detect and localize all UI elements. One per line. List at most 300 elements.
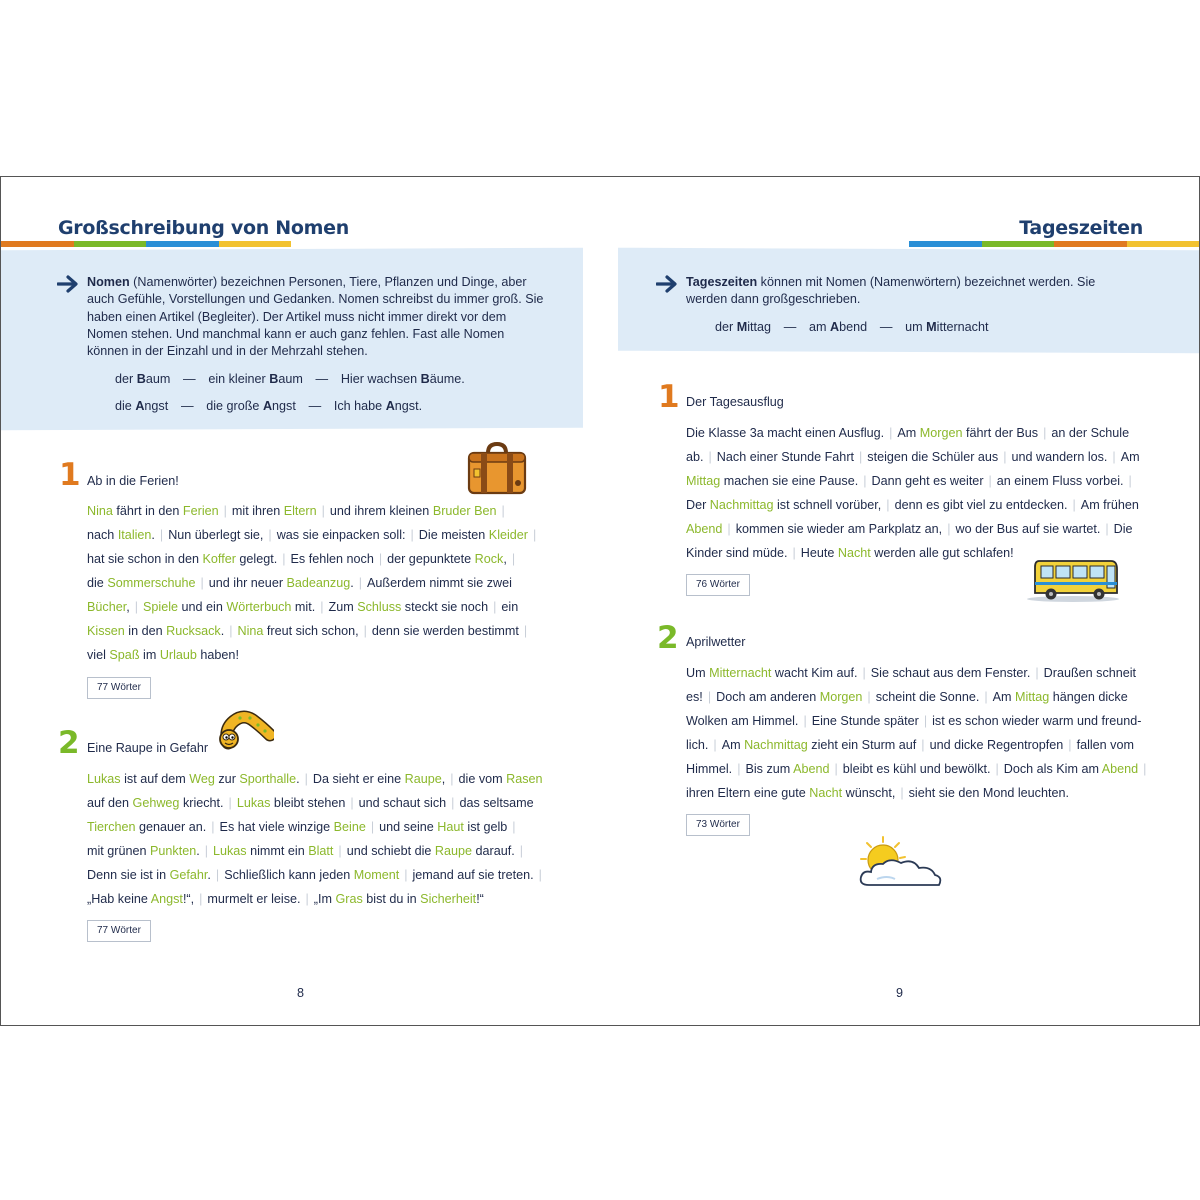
example-capital-letter: A	[385, 399, 395, 413]
example-text: die große	[206, 399, 263, 413]
text-segment: bleibt es kühl und bewölkt.	[842, 762, 991, 776]
text-segment: ,	[441, 772, 446, 786]
text-line	[87, 523, 541, 547]
text-segment: ist auf dem	[120, 772, 190, 786]
text-segment: Die	[1113, 522, 1133, 536]
example-capital-letter: B	[136, 372, 146, 386]
text-segment: Denn sie ist in	[87, 868, 170, 882]
color-stripe	[1, 241, 291, 247]
example-text: ein kleiner	[208, 372, 270, 386]
text-segment: Die Klasse 3a macht einen Ausflug.	[686, 426, 885, 440]
highlighted-noun: Morgen	[819, 690, 863, 704]
text-line	[87, 595, 518, 619]
phrase-separator: |	[1043, 426, 1047, 440]
word-count-badge: 77 Wörter	[87, 920, 151, 942]
highlighted-noun: Tierchen	[87, 820, 136, 834]
page-title: Tageszeiten	[1019, 217, 1143, 239]
phrase-separator: |	[320, 600, 324, 614]
phrase-separator: |	[378, 552, 383, 566]
text-segment: Da sieht er eine	[312, 772, 405, 786]
text-line	[686, 709, 1141, 733]
example-text: ngst	[272, 399, 296, 413]
text-line	[686, 493, 1139, 517]
text-segment: denn es gibt viel zu entdecken.	[894, 498, 1068, 512]
phrase-separator: |	[350, 796, 354, 810]
example-capital-letter: M	[926, 320, 937, 334]
text-segment: und dicke Regentropfen	[929, 738, 1064, 752]
text-segment: mit ihren	[231, 504, 284, 518]
phrase-separator: |	[900, 786, 904, 800]
highlighted-noun: Urlaub	[159, 648, 197, 662]
phrase-separator: |	[737, 762, 741, 776]
task-number: 2	[58, 725, 80, 761]
text-segment: Bis zum	[745, 762, 794, 776]
text-line	[686, 781, 1069, 805]
phrase-separator: |	[713, 738, 717, 752]
highlighted-noun: Punkten	[150, 844, 197, 858]
example-capital-letter: A	[135, 399, 145, 413]
text-line	[87, 547, 520, 571]
text-segment: „Im	[313, 892, 336, 906]
page-title: Großschreibung von Nomen	[58, 217, 349, 239]
example-dash: —	[783, 320, 797, 334]
text-segment: werden alle gut schlafen!	[870, 546, 1014, 560]
highlighted-noun: Rock	[474, 552, 504, 566]
highlighted-noun: Abend	[1101, 762, 1139, 776]
text-line	[87, 815, 521, 839]
example-row	[115, 399, 422, 413]
example-text: itternacht	[936, 320, 989, 334]
text-segment: Nach einer Stunde Fahrt	[716, 450, 855, 464]
text-segment: Es hat viele winzige	[219, 820, 334, 834]
text-segment: genauer an.	[135, 820, 207, 834]
phrase-separator: |	[304, 772, 308, 786]
text-segment: ein	[501, 600, 519, 614]
highlighted-noun: Mittag	[686, 474, 721, 488]
task-title: Ab in die Ferien!	[87, 474, 179, 488]
text-segment: Am	[1120, 450, 1140, 464]
word-count-badge: 76 Wörter	[686, 574, 750, 596]
text-segment: und ihrem kleinen	[329, 504, 433, 518]
phrase-separator: |	[410, 528, 414, 542]
example-text: bend	[839, 320, 868, 334]
highlighted-noun: Sicherheit	[420, 892, 477, 906]
highlighted-noun: Lukas	[213, 844, 247, 858]
text-segment: Der	[686, 498, 710, 512]
text-segment: murmelt er leise.	[207, 892, 301, 906]
text-line	[686, 421, 1129, 445]
highlighted-noun: Mittag	[1015, 690, 1050, 704]
text-segment: freut sich schon,	[263, 624, 359, 638]
phrase-separator: |	[862, 666, 866, 680]
phrase-separator: |	[523, 624, 528, 638]
phrase-separator: |	[921, 738, 925, 752]
text-segment: .	[220, 624, 225, 638]
text-segment: ist gelb	[463, 820, 508, 834]
page-left	[1, 177, 601, 1025]
text-line	[87, 619, 532, 643]
text-line	[686, 685, 1128, 709]
phrase-separator: |	[538, 868, 542, 882]
task-number: 2	[657, 620, 679, 656]
sun-cloud-icon	[857, 833, 945, 893]
text-line	[686, 661, 1136, 685]
text-line	[87, 887, 484, 911]
phrase-separator: |	[211, 820, 215, 834]
info-body: (Namenwörter) bezeichnen Personen, Tiere, Pflanzen und Dinge, aber auch Gefühle, Vorstellungen und Gedanken. Nomen schreibst du immer groß. Sie haben einen Artikel (Begleiter). Der Artikel muss nicht immer direkt vor dem Nomen stehen. Und manchmal kann er auch ganz fehlen. Fast alle Nomen können in der Einzahl und in der Mehrzahl stehen.	[87, 275, 544, 359]
phrase-separator: |	[228, 796, 232, 810]
highlighted-noun: Mitternacht	[709, 666, 772, 680]
text-segment: mit grünen	[87, 844, 150, 858]
text-segment: mit.	[291, 600, 316, 614]
text-line	[87, 863, 547, 887]
text-segment: auf den	[87, 796, 133, 810]
text-segment: fährt in den	[112, 504, 183, 518]
text-segment: steckt sie noch	[401, 600, 489, 614]
text-segment: Am	[897, 426, 920, 440]
example-row	[715, 320, 988, 334]
highlighted-noun: Wörterbuch	[226, 600, 292, 614]
text-line	[686, 757, 1151, 781]
phrase-separator: |	[1143, 762, 1147, 776]
example-text: aum	[145, 372, 171, 386]
text-segment: .	[350, 576, 354, 590]
highlighted-noun: Lukas	[236, 796, 271, 810]
highlighted-noun: Rucksack	[166, 624, 221, 638]
text-segment: Himmel.	[686, 762, 733, 776]
color-stripe	[909, 241, 1199, 247]
text-segment: hängen dicke	[1049, 690, 1128, 704]
text-segment: was sie einpacken soll:	[276, 528, 406, 542]
text-segment: und ein	[178, 600, 227, 614]
text-segment: nach	[87, 528, 118, 542]
text-segment: ist schnell vorüber,	[773, 498, 882, 512]
text-segment: .	[207, 868, 211, 882]
highlighted-noun: Bruder Ben	[432, 504, 497, 518]
highlighted-noun: Abend	[686, 522, 723, 536]
suitcase-icon	[466, 439, 528, 497]
text-segment: zieht ein Sturm auf	[807, 738, 917, 752]
task-number: 1	[59, 457, 81, 493]
phrase-separator: |	[321, 504, 325, 518]
text-segment: und wandern los.	[1011, 450, 1108, 464]
text-segment: wo der Bus auf sie wartet.	[955, 522, 1101, 536]
text-segment: fährt der Bus	[962, 426, 1039, 440]
text-segment: hat sie schon in den	[87, 552, 203, 566]
example-text: Hier wachsen	[340, 372, 421, 386]
text-segment: scheint die Sonne.	[875, 690, 980, 704]
page-number: 8	[297, 986, 305, 1000]
phrase-separator: |	[1128, 474, 1132, 488]
text-segment: Draußen schneit	[1043, 666, 1137, 680]
text-segment: kriecht.	[179, 796, 224, 810]
phrase-separator: |	[159, 528, 164, 542]
phrase-separator: |	[984, 690, 988, 704]
text-segment: nimmt ein	[246, 844, 309, 858]
example-dash: —	[180, 399, 194, 413]
phrase-separator: |	[268, 528, 272, 542]
phrase-separator: |	[204, 844, 208, 858]
text-segment: steigen die Schüler aus	[867, 450, 999, 464]
text-segment: zur	[214, 772, 240, 786]
example-text: Ich habe	[333, 399, 386, 413]
text-segment: Am	[721, 738, 745, 752]
task-title: Aprilwetter	[686, 635, 746, 649]
text-segment: Schließlich kann jeden	[224, 868, 354, 882]
text-segment: bleibt stehen	[270, 796, 346, 810]
phrase-separator: |	[338, 844, 342, 858]
highlighted-noun: Italien	[117, 528, 152, 542]
text-segment: Wolken am Himmel.	[686, 714, 799, 728]
example-text: aum	[278, 372, 303, 386]
highlighted-noun: Nina	[237, 624, 264, 638]
text-line	[87, 571, 512, 595]
word-count-badge: 73 Wörter	[686, 814, 750, 836]
highlighted-noun: Nacht	[809, 786, 843, 800]
phrase-separator: |	[1105, 522, 1109, 536]
example-capital-letter: A	[262, 399, 273, 413]
highlighted-noun: Schluss	[357, 600, 402, 614]
highlighted-noun: Spaß	[109, 648, 140, 662]
caterpillar-icon	[218, 709, 274, 751]
highlighted-noun: Lukas	[87, 772, 121, 786]
highlighted-noun: Nachmittag	[709, 498, 774, 512]
phrase-separator: |	[370, 820, 375, 834]
text-segment: „Hab keine	[87, 892, 151, 906]
example-dash: —	[308, 399, 322, 413]
info-term: Nomen	[87, 275, 130, 289]
highlighted-noun: Kissen	[87, 624, 125, 638]
text-segment: gelegt.	[235, 552, 278, 566]
text-line	[87, 791, 534, 815]
phrase-separator: |	[707, 690, 712, 704]
example-text: ittag	[747, 320, 772, 334]
text-segment: Um	[686, 666, 710, 680]
phrase-separator: |	[199, 892, 203, 906]
phrase-separator: |	[863, 474, 867, 488]
phrase-separator: |	[886, 498, 890, 512]
text-segment: jemand auf sie treten.	[412, 868, 534, 882]
highlighted-noun: Beine	[333, 820, 366, 834]
phrase-separator: |	[533, 528, 537, 542]
phrase-separator: |	[834, 762, 838, 776]
task-title: Der Tagesausflug	[686, 395, 784, 409]
highlighted-noun: Raupe	[434, 844, 473, 858]
example-row	[115, 372, 465, 386]
phrase-separator: |	[200, 576, 204, 590]
example-text: ngst	[144, 399, 169, 413]
highlighted-noun: Raupe	[404, 772, 442, 786]
example-capital-letter: A	[830, 320, 840, 334]
info-text	[87, 274, 547, 360]
highlighted-noun: Moment	[353, 868, 400, 882]
phrase-separator: |	[727, 522, 731, 536]
info-text	[686, 274, 1106, 309]
bus-icon	[1025, 555, 1121, 603]
text-segment: Außerdem nimmt sie zwei	[367, 576, 512, 590]
phrase-separator: |	[1003, 450, 1007, 464]
info-term: Tageszeiten	[686, 275, 758, 289]
text-segment: Heute	[800, 546, 838, 560]
text-segment: Kinder sind müde.	[686, 546, 788, 560]
phrase-separator: |	[988, 474, 992, 488]
highlighted-noun: Sporthalle	[239, 772, 297, 786]
phrase-separator: |	[923, 714, 928, 728]
example-text: der	[115, 372, 137, 386]
phrase-separator: |	[305, 892, 309, 906]
phrase-separator: |	[450, 772, 454, 786]
phrase-separator: |	[1112, 450, 1116, 464]
text-segment: im	[139, 648, 160, 662]
text-segment: die	[87, 576, 108, 590]
text-segment: wacht Kim auf.	[771, 666, 858, 680]
text-segment: machen sie eine Pause.	[720, 474, 859, 488]
highlighted-noun: Nacht	[837, 546, 871, 560]
text-segment: Dann geht es weiter	[871, 474, 984, 488]
text-segment: ihren Eltern eine gute	[686, 786, 810, 800]
text-line	[686, 517, 1133, 541]
text-segment: Am	[992, 690, 1015, 704]
word-count-badge: 77 Wörter	[87, 677, 151, 699]
highlighted-noun: Weg	[189, 772, 215, 786]
text-segment: an der Schule	[1051, 426, 1130, 440]
highlighted-noun: Gefahr	[169, 868, 208, 882]
highlighted-noun: Gras	[335, 892, 363, 906]
example-capital-letter: M	[736, 320, 748, 334]
highlighted-noun: Spiele	[143, 600, 179, 614]
highlighted-noun: Badeanzug	[286, 576, 351, 590]
highlighted-noun: Angst	[150, 892, 183, 906]
phrase-separator: |	[1068, 738, 1072, 752]
text-segment: kommen sie wieder am Parkplatz an,	[735, 522, 943, 536]
text-segment: wünscht,	[842, 786, 896, 800]
text-segment: Nun überlegt sie,	[168, 528, 264, 542]
highlighted-noun: Morgen	[919, 426, 963, 440]
text-segment: ,	[126, 600, 130, 614]
text-segment: es!	[686, 690, 703, 704]
phrase-separator: |	[859, 450, 863, 464]
phrase-separator: |	[519, 844, 524, 858]
phrase-separator: |	[501, 504, 505, 518]
text-line	[686, 469, 1137, 493]
example-dash: —	[315, 372, 329, 386]
highlighted-noun: Kleider	[488, 528, 528, 542]
phrase-separator: |	[1035, 666, 1039, 680]
text-line	[87, 839, 528, 863]
phrase-separator: |	[511, 552, 516, 566]
arrow-icon	[656, 275, 678, 293]
page-number: 9	[896, 986, 904, 1000]
task-number: 1	[658, 379, 680, 415]
text-line	[686, 733, 1134, 757]
phrase-separator: |	[493, 600, 497, 614]
text-segment: darauf.	[472, 844, 515, 858]
phrase-separator: |	[708, 450, 712, 464]
example-dash: —	[879, 320, 893, 334]
text-segment: Die meisten	[418, 528, 489, 542]
text-segment: Es fehlen noch	[290, 552, 374, 566]
text-segment: Am frühen	[1080, 498, 1139, 512]
page-right	[601, 177, 1199, 1025]
text-segment: und ihr neuer	[208, 576, 287, 590]
phrase-separator: |	[889, 426, 893, 440]
text-segment: denn sie werden bestimmt	[371, 624, 519, 638]
text-line	[87, 767, 543, 791]
info-body: können mit Nomen (Namenwörtern) bezeichnet werden. Sie werden dann großgeschrieben.	[686, 275, 1096, 307]
example-text: der	[715, 320, 737, 334]
phrase-separator: |	[1072, 498, 1076, 512]
example-dash: —	[183, 372, 196, 386]
text-segment: die vom	[458, 772, 507, 786]
text-segment: in den	[124, 624, 167, 638]
text-segment: sieht sie den Mond leuchten.	[908, 786, 1069, 800]
text-segment: .	[296, 772, 300, 786]
text-segment: an einem Fluss vorbei.	[996, 474, 1124, 488]
phrase-separator: |	[947, 522, 951, 536]
text-segment: und schiebt die	[346, 844, 435, 858]
text-segment: lich.	[686, 738, 709, 752]
example-text: um	[905, 320, 927, 334]
text-segment: fallen vom	[1076, 738, 1134, 752]
highlighted-noun: Nina	[87, 504, 113, 518]
text-segment: Doch am anderen	[716, 690, 820, 704]
phrase-separator: |	[451, 796, 455, 810]
phrase-separator: |	[215, 868, 220, 882]
text-segment: ,	[503, 552, 507, 566]
text-segment: bist du in	[362, 892, 421, 906]
text-segment: und schaut sich	[358, 796, 447, 810]
phrase-separator: |	[282, 552, 286, 566]
phrase-separator: |	[363, 624, 367, 638]
highlighted-noun: Haut	[437, 820, 464, 834]
text-segment: .	[151, 528, 155, 542]
highlighted-noun: Bücher	[87, 600, 127, 614]
example-text: die	[115, 399, 136, 413]
example-text: am	[809, 320, 831, 334]
text-segment: Sie schaut aus dem Fenster.	[870, 666, 1031, 680]
phrase-separator: |	[404, 868, 408, 882]
arrow-icon	[57, 275, 79, 293]
phrase-separator: |	[792, 546, 796, 560]
text-segment: ab.	[686, 450, 704, 464]
text-line	[87, 643, 239, 667]
example-text: äume.	[429, 372, 465, 386]
text-segment: der gepunktete	[387, 552, 475, 566]
text-segment: .	[196, 844, 200, 858]
phrase-separator: |	[995, 762, 999, 776]
text-line	[87, 499, 510, 523]
phrase-separator: |	[358, 576, 363, 590]
text-segment: und seine	[379, 820, 438, 834]
text-segment: Eine Stunde später	[811, 714, 919, 728]
text-segment: haben!	[196, 648, 239, 662]
phrase-separator: |	[803, 714, 807, 728]
phrase-separator: |	[134, 600, 138, 614]
phrase-separator: |	[229, 624, 233, 638]
example-capital-letter: B	[420, 372, 430, 386]
text-segment: !“	[476, 892, 484, 906]
highlighted-noun: Gehweg	[132, 796, 180, 810]
text-segment: Zum	[328, 600, 358, 614]
text-line	[686, 541, 1014, 565]
highlighted-noun: Ferien	[182, 504, 219, 518]
phrase-separator: |	[867, 690, 871, 704]
highlighted-noun: Rasen	[506, 772, 543, 786]
text-line	[686, 445, 1140, 469]
highlighted-noun: Nachmittag	[744, 738, 808, 752]
highlighted-noun: Eltern	[283, 504, 317, 518]
book-spread	[0, 176, 1200, 1026]
